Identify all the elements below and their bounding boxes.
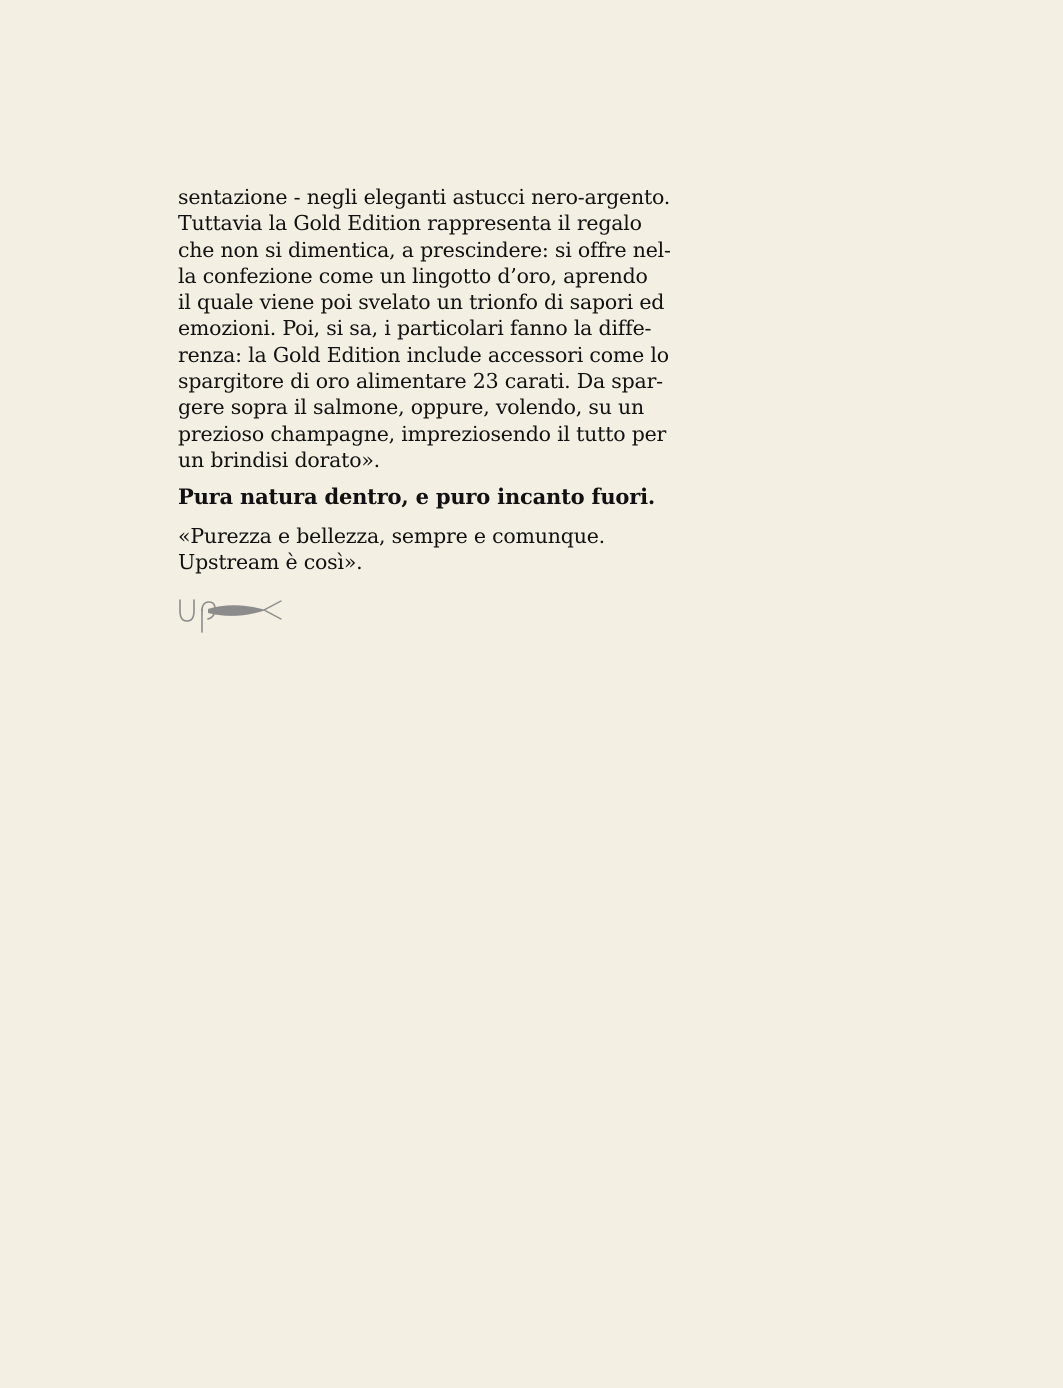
text-column: [178, 184, 671, 633]
body-line: gere sopra il salmone, oppure, volendo, su un: [178, 395, 645, 420]
body-line: il quale viene poi svelato un trionfo di sapori ed: [178, 290, 665, 315]
upstream-fish-logo-icon: [178, 597, 282, 633]
body-line: prezioso champagne, impreziosendo il tutto per: [178, 421, 667, 446]
body-line: la confezione come un lingotto d’oro, aprendo: [178, 263, 648, 288]
body-line: sentazione - negli eleganti astucci nero-argento.: [178, 185, 671, 209]
quote-line: «Purezza e bellezza, sempre e comunque.: [178, 523, 605, 548]
section-heading: Pura natura dentro, e puro incanto fuori.: [178, 484, 655, 510]
quote-line: Upstream è così».: [178, 549, 363, 574]
body-line: spargitore di oro alimentare 23 carati. Da spar-: [178, 369, 663, 394]
body-line: un brindisi dorato».: [178, 447, 381, 472]
body-line: renza: la Gold Edition include accessori come lo: [178, 342, 669, 367]
body-line: emozioni. Poi, si sa, i particolari fanno la diffe-: [178, 316, 652, 341]
body-line: Tuttavia la Gold Edition rappresenta il regalo: [178, 211, 642, 236]
body-line: che non si dimentica, a prescindere: si offre nel-: [178, 237, 671, 262]
body-paragraph: [178, 184, 671, 473]
quote-paragraph: [178, 523, 658, 576]
